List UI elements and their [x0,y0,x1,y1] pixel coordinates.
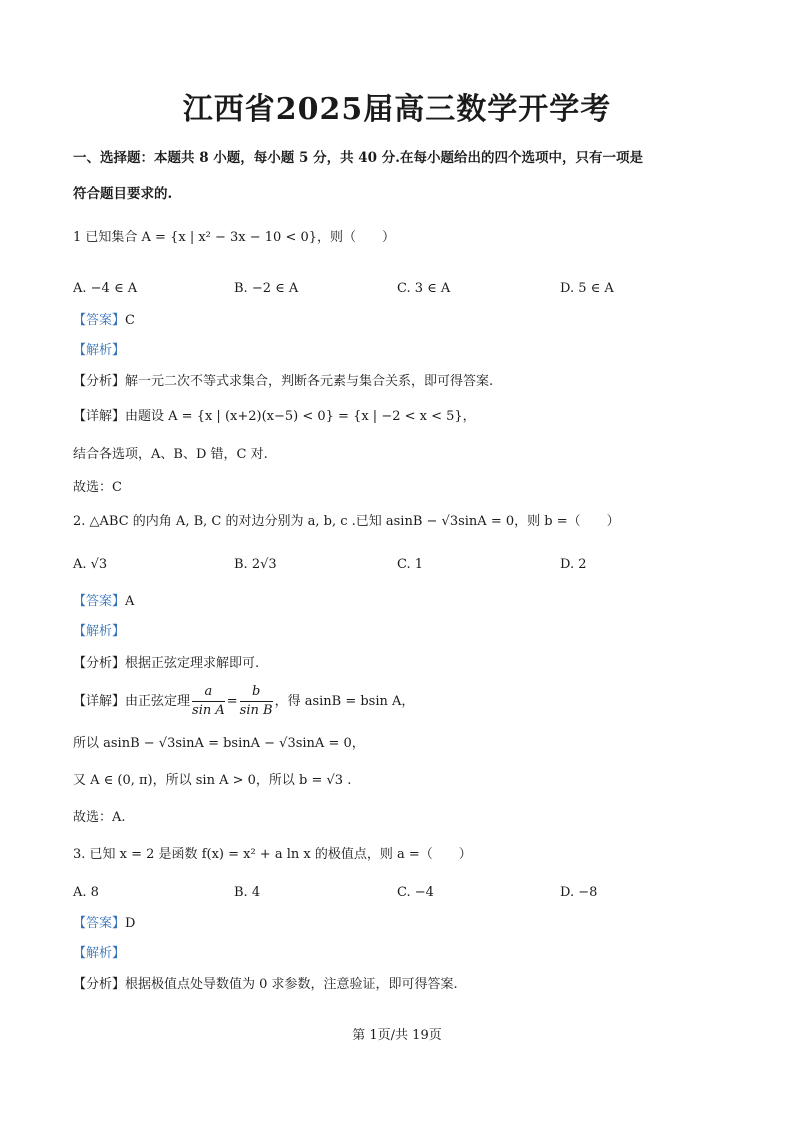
explain-label: 【解析】 [73,624,126,639]
q2-line-also: 又 A ∈ (0, π)，所以 sin A > 0，所以 b = √3 . [73,773,352,788]
q1-conclusion: 故选：C [73,480,122,495]
document-title: 江西省2025届高三数学开学考 [182,92,612,127]
q2-detail-suffix: ，得 asinB = bsin A， [274,694,415,709]
q1-line3: 结合各选项，A、B、D 错，C 对. [73,447,268,462]
answer-label: 【答案】 [73,916,126,931]
q2-stem: 2. △ABC 的内角 A, B, C 的对边分别为 a, b, c .已知 asinB − √3sinA = 0，则 b =（ ） [73,514,620,529]
detail-label: 【详解】 [73,694,126,709]
q2-line-so: 所以 asinB − √3sinA = bsinA − √3sinA = 0， [73,736,365,751]
q1-answer [73,311,135,331]
q2-frac2-num: b [240,683,273,702]
q3-option-a: A. 8 [73,885,99,900]
q1-answer-value: C [125,313,135,328]
q2-detail-prefix: 由正弦定理 [125,694,191,709]
section-heading-line1: 一、选择题：本题共 8 小题，每小题 5 分，共 40 分.在每小题给出的四个选项中，只有一项是 [73,150,643,166]
page-footer: 第 1页/共 19页 [352,1028,442,1043]
q1-stem: 1 已知集合 A = {x | x² − 3x − 10 < 0}，则（ ） [73,230,396,245]
q2-equals: = [226,694,238,709]
q2-frac1-den: sin A [192,703,225,718]
answer-label: 【答案】 [73,313,126,328]
q2-option-c: C. 1 [397,557,424,572]
q2-conclusion: 故选：A. [73,810,126,825]
detail-label: 【详解】 [73,409,126,424]
explain-label: 【解析】 [73,343,126,358]
q1-detail-text: 由题设 A = {x | (x+2)(x−5) < 0} = {x | −2 < x < 5}， [125,409,476,424]
q2-analysis [73,654,259,674]
q1-option-d: D. 5 ∈ A [560,281,614,296]
q3-option-c: C. −4 [397,885,434,900]
explain-label: 【解析】 [73,946,126,961]
analysis-label: 【分析】 [73,656,126,671]
analysis-label: 【分析】 [73,977,126,992]
q2-option-a: A. √3 [73,557,108,572]
q3-answer [73,914,135,934]
q1-explain [73,341,125,361]
q2-fraction-1 [192,683,225,720]
q2-frac2-den: sin B [239,703,273,718]
q1-detail [73,407,476,427]
q3-option-b: B. 4 [234,885,261,900]
q2-detail [73,682,414,722]
q2-option-b: B. 2√3 [234,557,277,572]
q2-answer-value: A [125,594,135,609]
q2-option-d: D. 2 [560,557,587,572]
q2-explain [73,622,125,642]
q2-analysis-text: 根据正弦定理求解即可. [125,656,260,671]
q1-option-c: C. 3 ∈ A [397,281,451,296]
q1-option-a: A. −4 ∈ A [73,281,138,296]
q3-stem: 3. 已知 x = 2 是函数 f(x) = x² + a ln x 的极值点，则 a =（ ） [73,847,472,862]
q3-analysis [73,975,458,995]
q1-analysis-text: 解一元二次不等式求集合，判断各元素与集合关系，即可得答案. [125,374,494,389]
analysis-label: 【分析】 [73,374,126,389]
q3-analysis-text: 根据极值点处导数值为 0 求参数，注意验证，即可得答案. [125,977,458,992]
q2-fraction-2 [240,683,273,720]
section-heading-line2: 符合题目要求的. [73,186,173,202]
q1-analysis [73,372,493,392]
q3-explain [73,944,125,964]
q2-frac1-num: a [192,683,225,702]
answer-label: 【答案】 [73,594,126,609]
q3-option-d: D. −8 [560,885,598,900]
q2-answer [73,592,134,612]
q3-answer-value: D [125,916,136,931]
q1-option-b: B. −2 ∈ A [234,281,299,296]
